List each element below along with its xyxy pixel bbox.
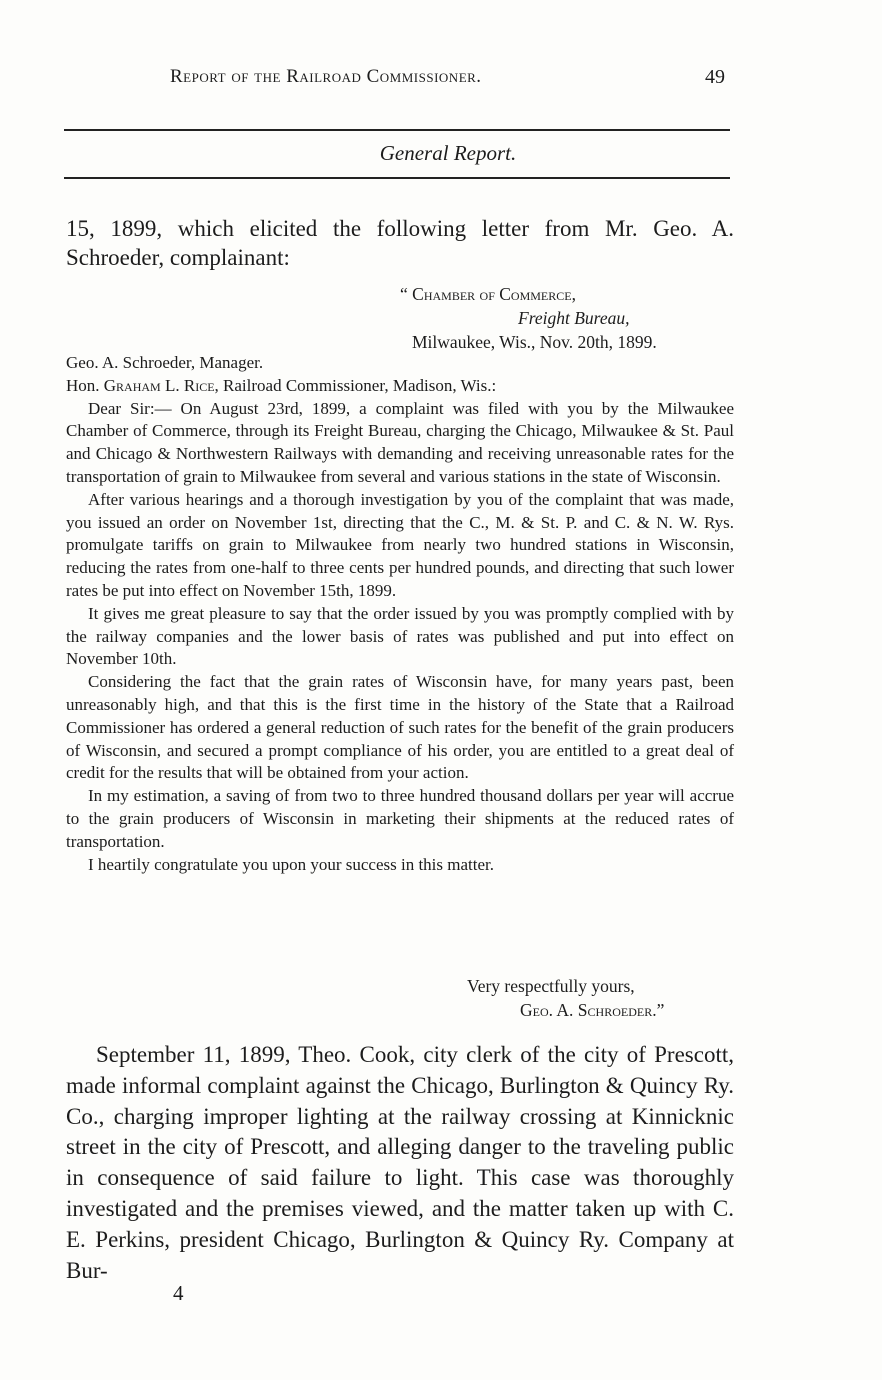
letter-paragraph: Considering the fact that the grain rates of Wisconsin have, for many years past, been unreasonably high, and that this is the first time in the history of the State that a Railroad Commissioner has ordered a general reduction of such rates for the benefit of the grain producers of Wisconsin, and secured a prompt compliance of his order, you are entitled to a great deal of credit for the results that will be obtained from your action. [66,672,734,783]
letter-paragraph: It gives me great pleasure to say that the order issued by you was promptly complied with by the railway companies and the lower basis of rates was published and put into effect on November 10th. [66,603,734,669]
header-rule-bottom [64,177,730,179]
letter-closing: Very respectfully yours, [467,976,635,996]
letter-addressee [66,375,734,398]
letterhead-line-3: Milwaukee, Wis., Nov. 20th, 1899. [412,332,657,352]
header-rule-top [64,129,730,131]
section-title: General Report. [379,141,517,165]
addressee-name: Graham L. Rice, [103,375,219,395]
letter-signature: Geo. A. Schroeder.” [520,1000,665,1020]
letter-paragraph: Dear Sir:— On August 23rd, 1899, a complaint was filed with you by the Milwaukee Chamber of Commerce, through its Freight Bureau, charging the Chicago, Milwaukee & St. Paul and Chicago & Northwestern Railways with demanding and receiving unreasonable rates for the transportation of grain to Milwaukee from several and various stations in the state of Wisconsin. [66,398,734,486]
addressee-honorific: Hon. [66,375,100,395]
letterhead-line-2: Freight Bureau, [518,308,630,328]
addressee-rest: Railroad Commissioner, Madison, Wis.: [223,375,497,395]
letter-from-line: Geo. A. Schroeder, Manager. [66,353,264,372]
letter-paragraph: In my estimation, a saving of from two to three hundred thousand dollars per year will accrue to the grain producers of Wisconsin in marketing their shipments at the reduced rates of transportation. [66,786,734,851]
running-title: Report of the Railroad Commissioner. [170,66,482,87]
letter-body [66,352,734,876]
page-number: 49 [705,66,725,88]
letter-paragraph: I heartily congratulate you upon your success in this matter. [88,854,495,874]
printer-signature-mark: 4 [173,1281,184,1305]
letter-paragraph: After various hearings and a thorough investigation by you of the complaint that was made, you issued an order on November 1st, directing that the C., M. & St. P. and C. & N. W. Rys. promulgate tariffs on grain to Milwaukee from nearly two hundred stations in Wisconsin, reducing the rates from one-half to three cents per hundred pounds, and directing that such lower rates be put into effect on November 15th, 1899. [66,489,734,600]
letterhead-line-1: “ Chamber of Commerce, [400,284,576,304]
intro-paragraph: 15, 1899, which elicited the following letter from Mr. Geo. A. Schroeder, complainant: [66,216,734,270]
following-paragraph: September 11, 1899, Theo. Cook, city clerk of the city of Prescott, made informal complaint against the Chicago, Burlington & Quincy Ry. Co., charging improper lighting at the railway crossing at Kinnicknic street in the city of Prescott, and alleging danger to the traveling public in consequence of said failure to light. This case was thoroughly investigated and the premises viewed, and the matter taken up with C. E. Perkins, president Chicago, Burlington & Quincy Ry. Company at Bur- [66,1042,734,1283]
